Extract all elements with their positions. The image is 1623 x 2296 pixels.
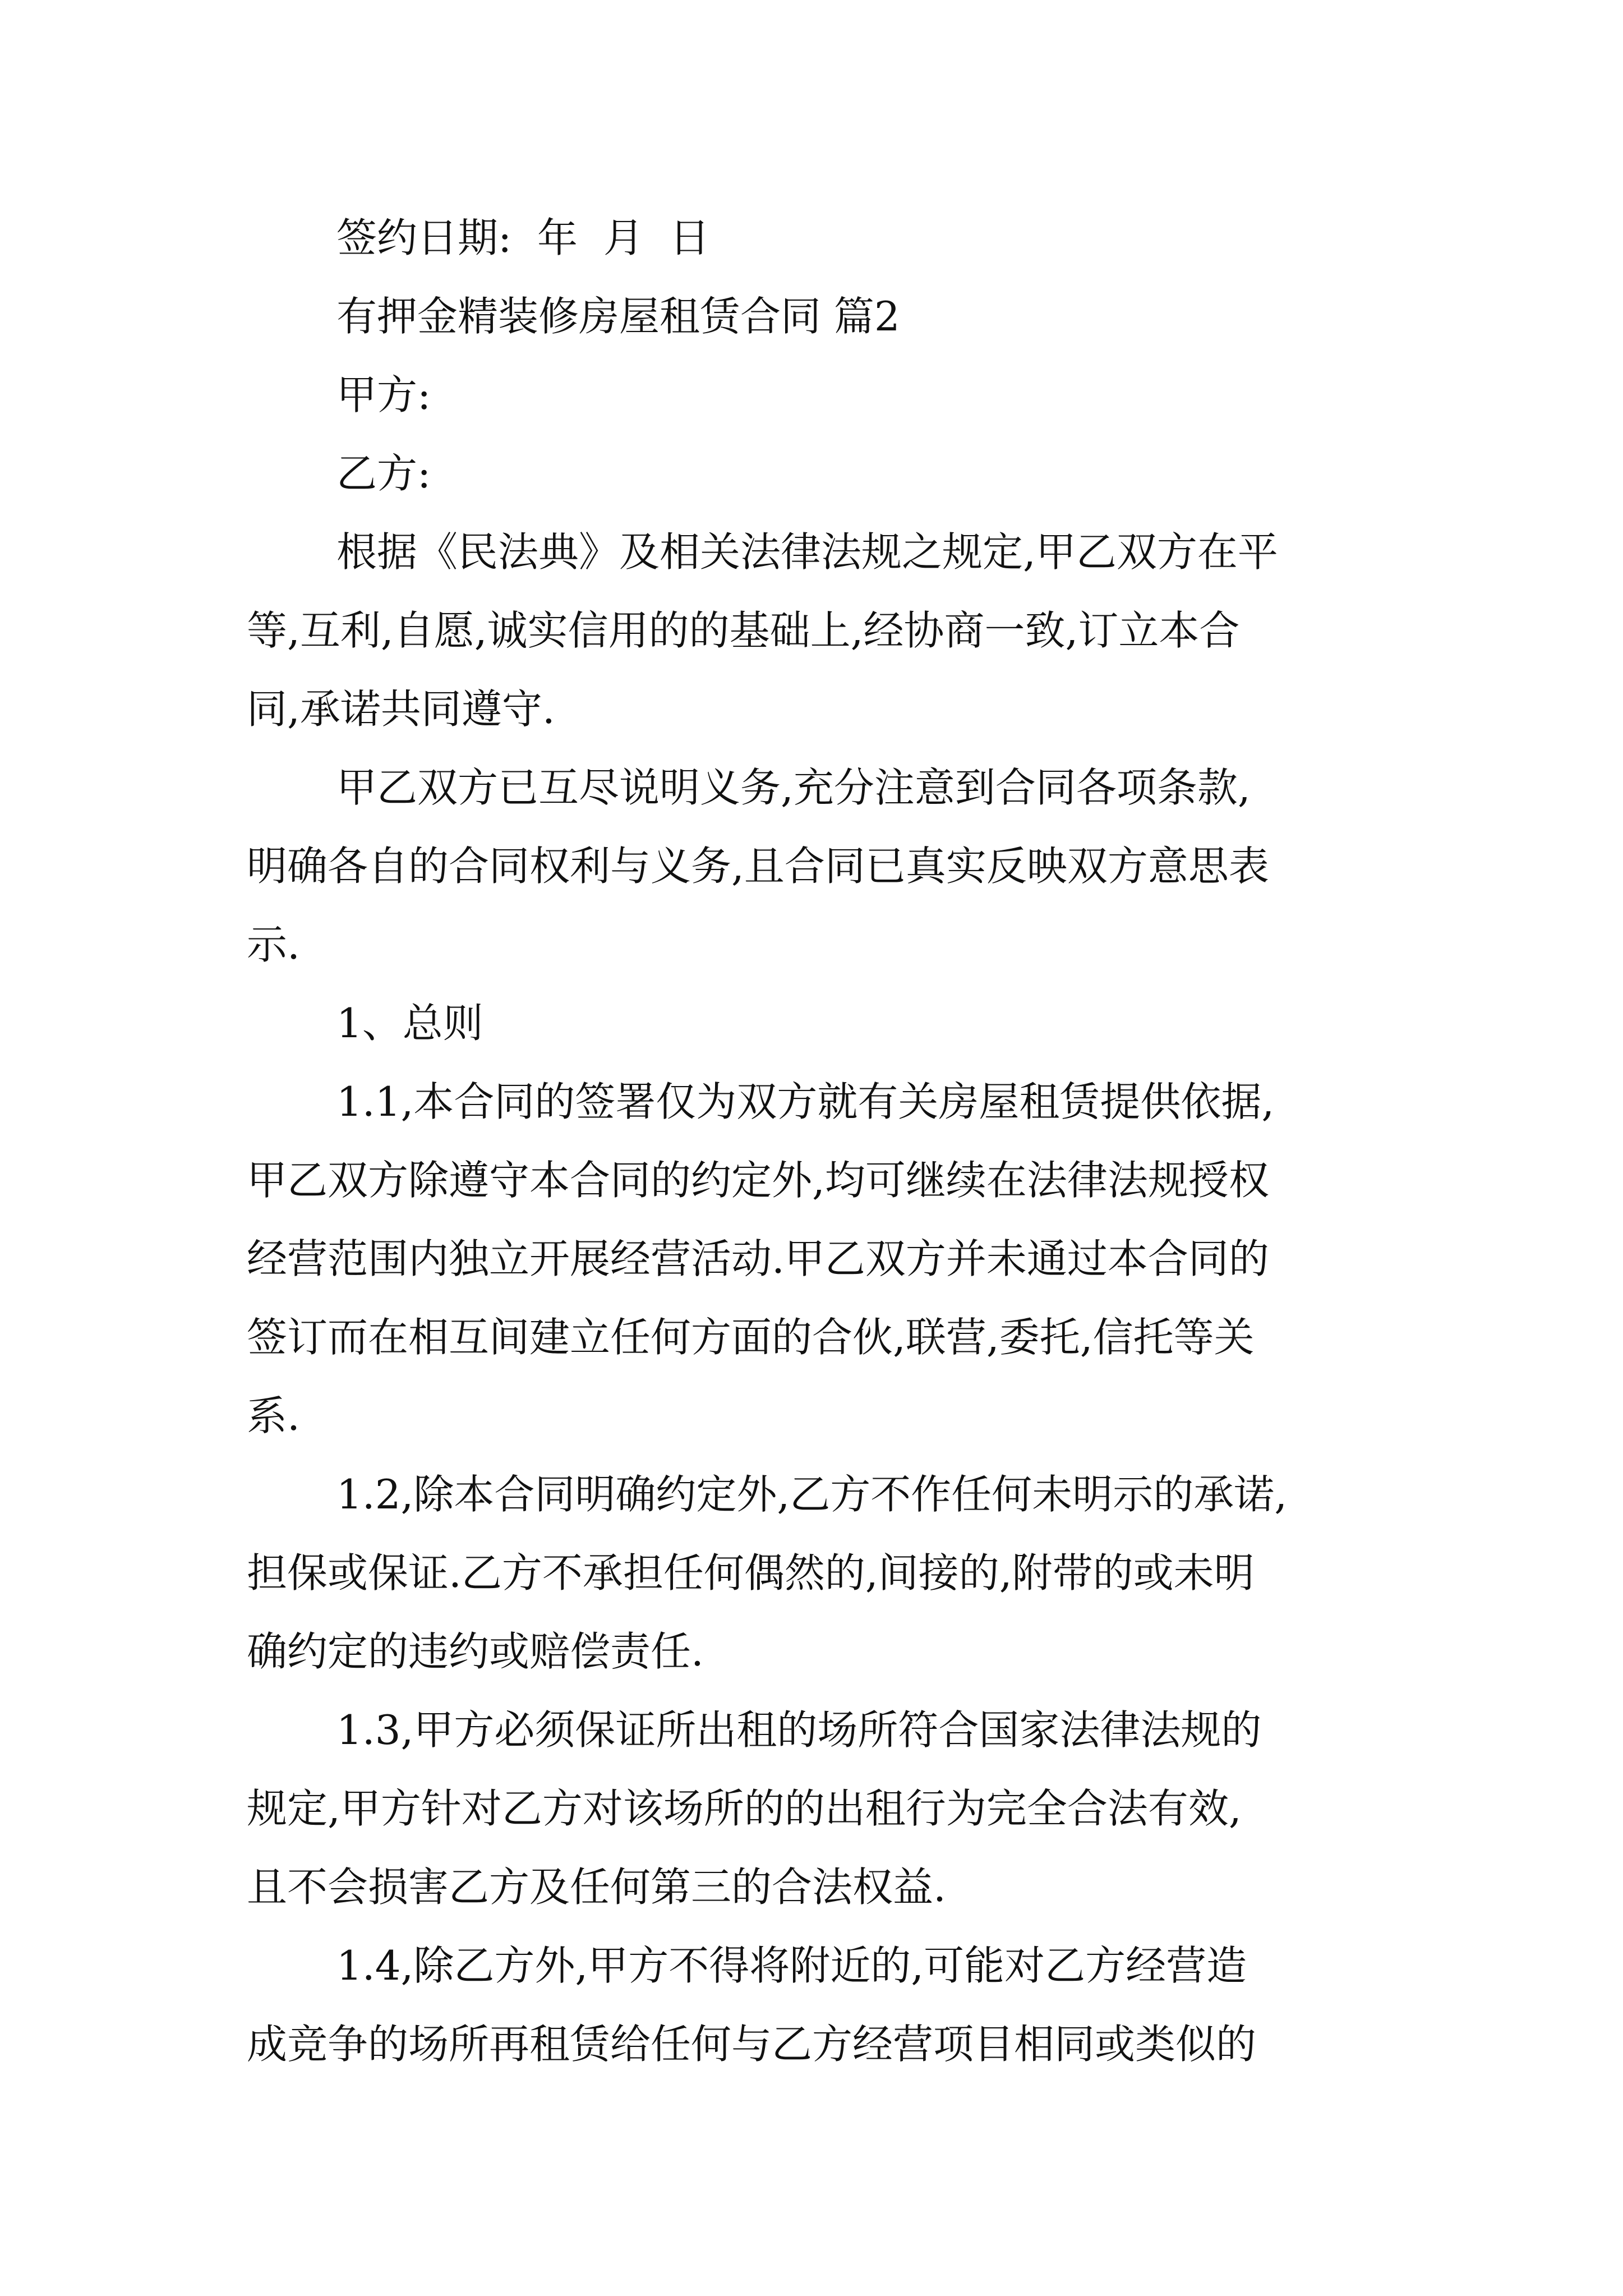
clause-1-1-line-1: 1.1,本合同的签署仅为双方就有关房屋租赁提供依据, (336, 1078, 1275, 1125)
clause-1-2-line-1: 1.2,除本合同明确约定外,乙方不作任何未明示的承诺, (336, 1471, 1288, 1518)
paragraph-2-line-1: 甲乙双方已互尽说明义务,充分注意到合同各项条款, (336, 764, 1251, 811)
party-a-label: 甲方: (336, 371, 431, 418)
clause-1-3-line-1: 1.3,甲方必须保证所出租的场所符合国家法律法规的 (336, 1706, 1262, 1754)
signing-date: 签约日期: 年 月 日 (336, 214, 710, 261)
clause-1-1-line-5: 系. (247, 1392, 300, 1439)
clause-1-4-line-1: 1.4,除乙方外,甲方不得将附近的,可能对乙方经营造 (336, 1942, 1247, 1989)
clause-1-2-line-3: 确约定的违约或赔偿责任. (247, 1628, 704, 1675)
paragraph-1-line-3: 同,承诺共同遵守. (247, 685, 555, 733)
clause-1-4-line-2: 成竞争的场所再租赁给任何与乙方经营项目相同或类似的 (247, 2021, 1257, 2068)
clause-1-1-line-2: 甲乙双方除遵守本合同的约定外,均可继续在法律法规授权 (247, 1157, 1269, 1204)
section-1-heading: 1、总则 (336, 1000, 483, 1047)
paragraph-1-line-1: 根据《民法典》及相关法律法规之规定,甲乙双方在平 (336, 528, 1278, 576)
paragraph-2-line-3: 示. (247, 921, 300, 968)
party-b-label: 乙方: (336, 450, 431, 497)
clause-1-3-line-2: 规定,甲方针对乙方对该场所的的出租行为完全合法有效, (247, 1785, 1242, 1832)
clause-1-3-line-3: 且不会损害乙方及任何第三的合法权益. (247, 1864, 946, 1911)
contract-title: 有押金精装修房屋租赁合同 篇2 (336, 293, 900, 340)
paragraph-2-line-2: 明确各自的合同权利与义务,且合同已真实反映双方意思表 (247, 843, 1269, 890)
clause-1-2-line-2: 担保或保证.乙方不承担任何偶然的,间接的,附带的或未明 (247, 1549, 1255, 1596)
paragraph-1-line-2: 等,互利,自愿,诚实信用的的基础上,经协商一致,订立本合 (247, 607, 1240, 654)
clause-1-1-line-4: 签订而在相互间建立任何方面的合伙,联营,委托,信托等关 (247, 1314, 1255, 1361)
clause-1-1-line-3: 经营范围内独立开展经营活动.甲乙双方并未通过本合同的 (247, 1235, 1269, 1282)
